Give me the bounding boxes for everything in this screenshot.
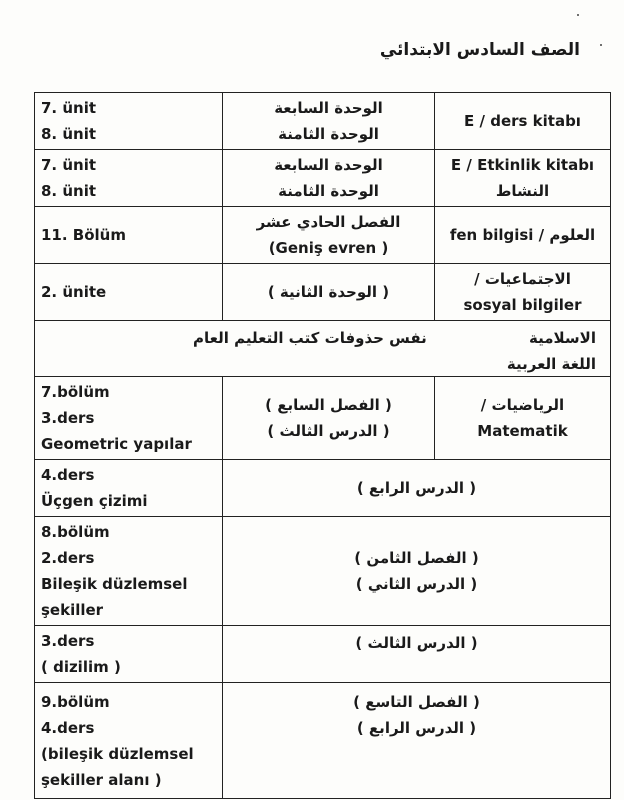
arabic-lesson-cell: الوحدة السابعة الوحدة الثامنة bbox=[223, 150, 435, 207]
table-row bbox=[35, 460, 611, 517]
subject-cell: E / ders kitabı bbox=[435, 93, 611, 150]
lesson-cell: 8.bölüm 2.ders Bileşik düzlemsel şekiller bbox=[35, 517, 223, 626]
lesson-cell: 11. Bölüm bbox=[35, 207, 223, 264]
lesson-cell: 9.bölüm 4.ders (bileşik düzlemsel şekiller alanı ) bbox=[35, 683, 223, 799]
arabic-lesson-cell: ( الفصل السابع ) ( الدرس الثالث ) bbox=[223, 377, 435, 460]
lesson-cell: 7.bölüm 3.ders Geometric yapılar bbox=[35, 377, 223, 460]
table-row bbox=[35, 93, 611, 150]
arabic-lesson-cell: ( الفصل الثامن ) ( الدرس الثاني ) bbox=[223, 517, 611, 626]
deletions-table bbox=[34, 92, 611, 799]
table-row bbox=[35, 264, 611, 321]
lesson-cell: 7. ünit 8. ünit bbox=[35, 93, 223, 150]
arabic-lesson-cell: الوحدة السابعة الوحدة الثامنة bbox=[223, 93, 435, 150]
scan-speck bbox=[600, 44, 602, 46]
merged-note-cell bbox=[35, 321, 611, 377]
arabic-lesson-cell: ( الدرس الثالث ) bbox=[223, 626, 611, 683]
subjects-list: الاسلامية اللغة العربية bbox=[506, 328, 596, 373]
same-deletions-note: نفس حذوفات كتب التعليم العام bbox=[193, 328, 427, 347]
subject-cell: E / Etkinlik kitabı النشاط bbox=[435, 150, 611, 207]
table-row bbox=[35, 150, 611, 207]
arabic-lesson-cell: الفصل الحادي عشر (Geniş evren ) bbox=[223, 207, 435, 264]
subject-cell: fen bilgisi / العلوم bbox=[435, 207, 611, 264]
scan-speck bbox=[577, 14, 579, 16]
lesson-cell: 2. ünite bbox=[35, 264, 223, 321]
page-title: الصف السادس الابتدائي bbox=[379, 40, 580, 60]
subject-cell: الرياضيات / Matematik bbox=[435, 377, 611, 460]
arabic-lesson-cell: ( الفصل التاسع ) ( الدرس الرابع ) bbox=[223, 683, 611, 799]
table-row bbox=[35, 517, 611, 626]
lesson-cell: 7. ünit 8. ünit bbox=[35, 150, 223, 207]
table-row bbox=[35, 683, 611, 799]
table-row bbox=[35, 377, 611, 460]
lesson-cell: 4.ders Üçgen çizimi bbox=[35, 460, 223, 517]
table-row bbox=[35, 207, 611, 264]
subject-cell: الاجتماعيات / sosyal bilgiler bbox=[435, 264, 611, 321]
arabic-lesson-cell: ( الدرس الرابع ) bbox=[223, 460, 611, 517]
table-row bbox=[35, 626, 611, 683]
table-row bbox=[35, 321, 611, 377]
lesson-cell: 3.ders ( dizilim ) bbox=[35, 626, 223, 683]
arabic-lesson-cell: ( الوحدة الثانية ) bbox=[223, 264, 435, 321]
